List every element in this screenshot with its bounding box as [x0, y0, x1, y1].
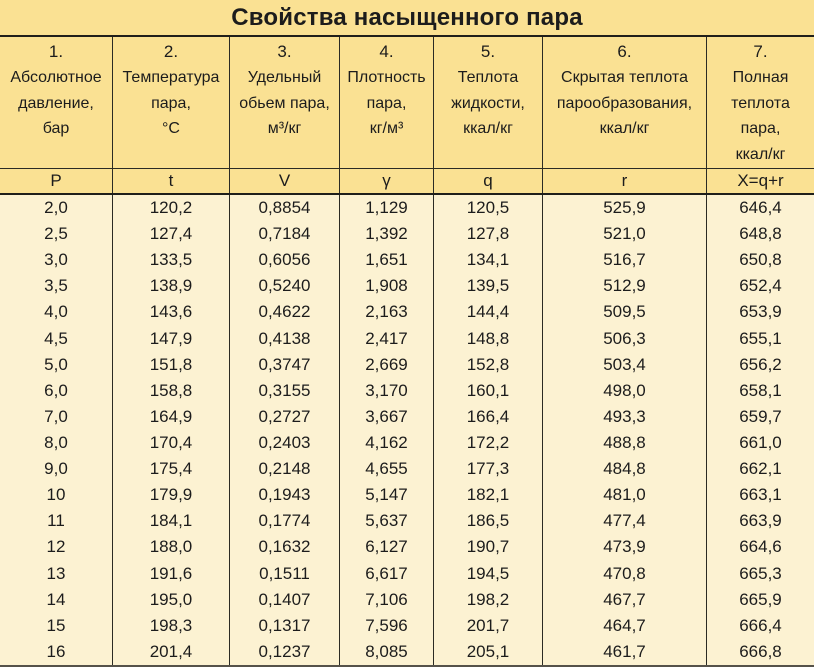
- table-cell: 4,0: [0, 299, 113, 325]
- table-cell: 11: [0, 508, 113, 534]
- column-number: 3.: [277, 42, 292, 61]
- table-cell: 170,4: [113, 430, 230, 456]
- column-header: [434, 37, 543, 168]
- table-cell: 659,7: [739, 406, 782, 426]
- table-cell: 191,6: [113, 561, 230, 587]
- table-cell: 0,2727: [230, 404, 340, 430]
- table-cell: 2,669: [340, 352, 434, 378]
- table-row: [0, 613, 814, 639]
- table-cell: 464,7: [543, 613, 707, 639]
- table-row: [0, 587, 814, 613]
- column-header: [113, 37, 230, 168]
- table-cell: 6,0: [0, 378, 113, 404]
- table-cell: 0,1632: [230, 534, 340, 560]
- table-cell: 1,392: [340, 221, 434, 247]
- column-number: 2.: [163, 42, 179, 61]
- table-cell: 0,6056: [230, 247, 340, 273]
- table-cell: 3,5: [0, 273, 113, 299]
- table-cell: 14: [0, 587, 113, 613]
- table-cell: 5,637: [340, 508, 434, 534]
- table-cell: 120,2: [113, 195, 230, 221]
- table-cell: 5,0: [0, 352, 113, 378]
- table-cell: 650,8: [739, 250, 782, 270]
- table-cell: 663,1: [739, 485, 782, 505]
- column-header: [340, 37, 434, 168]
- column-number: 7.: [753, 42, 768, 61]
- table-cell: 138,9: [113, 273, 230, 299]
- table-cell: 8,085: [340, 639, 434, 665]
- table-cell: 151,8: [113, 352, 230, 378]
- column-name-line: парообразования,: [556, 94, 693, 112]
- column-name-line: Абсолютное: [10, 68, 102, 86]
- column-name-line: Полная: [732, 68, 789, 86]
- table-cell: 198,2: [434, 587, 543, 613]
- column-name-line: жидкости,: [451, 94, 525, 112]
- table-cell: 525,9: [543, 195, 707, 221]
- table-body: [0, 195, 814, 667]
- column-symbol: V: [230, 169, 340, 193]
- table-row: [0, 352, 814, 378]
- table-cell: 3,667: [340, 404, 434, 430]
- table-row: [0, 221, 814, 247]
- column-name-line: кг/м³: [369, 120, 404, 138]
- table-cell: 12: [0, 534, 113, 560]
- table-cell: 9,0: [0, 456, 113, 482]
- table-row: [0, 404, 814, 430]
- column-symbol: P: [0, 169, 113, 193]
- column-name-line: теплота: [731, 94, 790, 112]
- table-cell: 0,2403: [230, 430, 340, 456]
- column-name-line: ккал/кг: [735, 146, 786, 164]
- column-symbol: X=q+r: [737, 171, 784, 190]
- column-name-line: обьем пара,: [239, 94, 330, 112]
- table-cell: 182,1: [434, 482, 543, 508]
- table-cell: 184,1: [113, 508, 230, 534]
- table-cell: 198,3: [113, 613, 230, 639]
- table-cell: 656,2: [739, 354, 782, 374]
- table-cell: 190,7: [434, 534, 543, 560]
- column-symbol: γ: [340, 169, 434, 193]
- table-cell: 133,5: [113, 247, 230, 273]
- table-cell: 0,7184: [230, 221, 340, 247]
- table-cell: 8,0: [0, 430, 113, 456]
- column-symbol: q: [434, 169, 543, 193]
- table-cell: 160,1: [434, 378, 543, 404]
- table-cell: 516,7: [543, 247, 707, 273]
- table-row: [0, 378, 814, 404]
- table-row: [0, 430, 814, 456]
- table-cell: 467,7: [543, 587, 707, 613]
- table-cell: 666,8: [739, 641, 782, 661]
- table-cell: 661,0: [739, 433, 782, 453]
- column-name-line: ккал/кг: [463, 120, 513, 138]
- column-name-line: ккал/кг: [599, 120, 650, 138]
- table-cell: 201,4: [113, 639, 230, 665]
- table-cell: 13: [0, 561, 113, 587]
- table-cell: 3,170: [340, 378, 434, 404]
- table-cell: 5,147: [340, 482, 434, 508]
- table-cell: 665,3: [739, 563, 782, 583]
- table-cell: 665,9: [739, 589, 782, 609]
- column-name-line: пара,: [740, 120, 781, 138]
- table-cell: 0,1407: [230, 587, 340, 613]
- column-name-line: пара,: [366, 94, 407, 112]
- column-name-line: Удельный: [247, 68, 322, 86]
- table-cell: 188,0: [113, 534, 230, 560]
- table-cell: 662,1: [739, 459, 782, 479]
- column-number: 5.: [480, 42, 496, 61]
- table-row: [0, 273, 814, 299]
- table-cell: 2,0: [0, 195, 113, 221]
- table-cell: 0,1317: [230, 613, 340, 639]
- table-cell: 127,4: [113, 221, 230, 247]
- table-cell: 509,5: [543, 299, 707, 325]
- table-cell: 0,1511: [230, 561, 340, 587]
- table-row: [0, 247, 814, 273]
- table-cell: 127,8: [434, 221, 543, 247]
- table-cell: 152,8: [434, 352, 543, 378]
- table-cell: 470,8: [543, 561, 707, 587]
- table-cell: 655,1: [739, 328, 782, 348]
- table-cell: 134,1: [434, 247, 543, 273]
- table-symbol-row: [0, 169, 814, 195]
- table-cell: 186,5: [434, 508, 543, 534]
- table-cell: 166,4: [434, 404, 543, 430]
- table-row: [0, 508, 814, 534]
- table-row: [0, 195, 814, 221]
- table-cell: 6,617: [340, 561, 434, 587]
- column-header: [230, 37, 340, 168]
- table-cell: 0,2148: [230, 456, 340, 482]
- table-cell: 0,1237: [230, 639, 340, 665]
- table-row: [0, 639, 814, 665]
- table-cell: 179,9: [113, 482, 230, 508]
- table-cell: 652,4: [739, 276, 782, 296]
- table-row: [0, 561, 814, 587]
- column-number: 4.: [379, 42, 394, 61]
- table-cell: 653,9: [739, 302, 782, 322]
- table-cell: 144,4: [434, 299, 543, 325]
- column-name-line: Скрытая теплота: [561, 68, 688, 86]
- table-cell: 0,4622: [230, 299, 340, 325]
- table-cell: 663,9: [739, 511, 782, 531]
- column-header: [707, 37, 814, 168]
- table-cell: 16: [0, 639, 113, 665]
- table-cell: 658,1: [739, 380, 782, 400]
- table-cell: 10: [0, 482, 113, 508]
- table-cell: 648,8: [739, 224, 782, 244]
- column-name-line: давление,: [18, 94, 94, 112]
- column-name-line: м³/кг: [267, 120, 302, 138]
- table-row: [0, 299, 814, 325]
- table-cell: 201,7: [434, 613, 543, 639]
- table-cell: 158,8: [113, 378, 230, 404]
- column-name-line: Плотность: [347, 68, 426, 86]
- table-cell: 2,417: [340, 326, 434, 352]
- table-cell: 15: [0, 613, 113, 639]
- table-cell: 177,3: [434, 456, 543, 482]
- table-cell: 646,4: [739, 198, 782, 218]
- page-title: Свойства насыщенного пара: [0, 0, 814, 37]
- table-cell: 481,0: [543, 482, 707, 508]
- table-cell: 148,8: [434, 326, 543, 352]
- table-header-row: [0, 37, 814, 169]
- column-name-line: пара,: [151, 94, 191, 112]
- table-cell: 0,3155: [230, 378, 340, 404]
- column-header: [0, 37, 113, 168]
- column-symbol: r: [543, 169, 707, 193]
- column-name-line: Температура: [122, 68, 220, 86]
- table-row: [0, 456, 814, 482]
- table-cell: 493,3: [543, 404, 707, 430]
- table-cell: 195,0: [113, 587, 230, 613]
- table-cell: 6,127: [340, 534, 434, 560]
- table-cell: 0,5240: [230, 273, 340, 299]
- table-cell: 205,1: [434, 639, 543, 665]
- table-cell: 7,596: [340, 613, 434, 639]
- table-cell: 4,655: [340, 456, 434, 482]
- table-cell: 143,6: [113, 299, 230, 325]
- table-cell: 147,9: [113, 326, 230, 352]
- column-number: 1.: [48, 42, 64, 61]
- table-row: [0, 482, 814, 508]
- table-cell: 473,9: [543, 534, 707, 560]
- table-cell: 139,5: [434, 273, 543, 299]
- column-name-line: °С: [162, 120, 180, 138]
- table-cell: 2,163: [340, 299, 434, 325]
- column-symbol: t: [113, 169, 230, 193]
- table-cell: 503,4: [543, 352, 707, 378]
- column-name-line: бар: [42, 120, 70, 138]
- table-cell: 0,4138: [230, 326, 340, 352]
- table-cell: 512,9: [543, 273, 707, 299]
- table-cell: 1,908: [340, 273, 434, 299]
- table-cell: 521,0: [543, 221, 707, 247]
- column-number: 6.: [617, 42, 632, 61]
- table-cell: 664,6: [739, 537, 782, 557]
- table-cell: 120,5: [434, 195, 543, 221]
- table-cell: 175,4: [113, 456, 230, 482]
- table-cell: 1,129: [340, 195, 434, 221]
- table-cell: 0,8854: [230, 195, 340, 221]
- column-name-line: Теплота: [457, 68, 519, 86]
- table-cell: 0,1943: [230, 482, 340, 508]
- table-cell: 0,1774: [230, 508, 340, 534]
- table-cell: 1,651: [340, 247, 434, 273]
- table-row: [0, 534, 814, 560]
- column-header: [543, 37, 707, 168]
- table-cell: 4,162: [340, 430, 434, 456]
- table-cell: 484,8: [543, 456, 707, 482]
- table-cell: 7,0: [0, 404, 113, 430]
- table-cell: 164,9: [113, 404, 230, 430]
- table-cell: 194,5: [434, 561, 543, 587]
- table-cell: 4,5: [0, 326, 113, 352]
- table-row: [0, 326, 814, 352]
- table-cell: 172,2: [434, 430, 543, 456]
- table-cell: 506,3: [543, 326, 707, 352]
- table-cell: 488,8: [543, 430, 707, 456]
- table-cell: 498,0: [543, 378, 707, 404]
- table-cell: 666,4: [739, 615, 782, 635]
- table-cell: 7,106: [340, 587, 434, 613]
- table-cell: 461,7: [543, 639, 707, 665]
- table-cell: 477,4: [543, 508, 707, 534]
- table-cell: 2,5: [0, 221, 113, 247]
- table-cell: 3,0: [0, 247, 113, 273]
- table-cell: 0,3747: [230, 352, 340, 378]
